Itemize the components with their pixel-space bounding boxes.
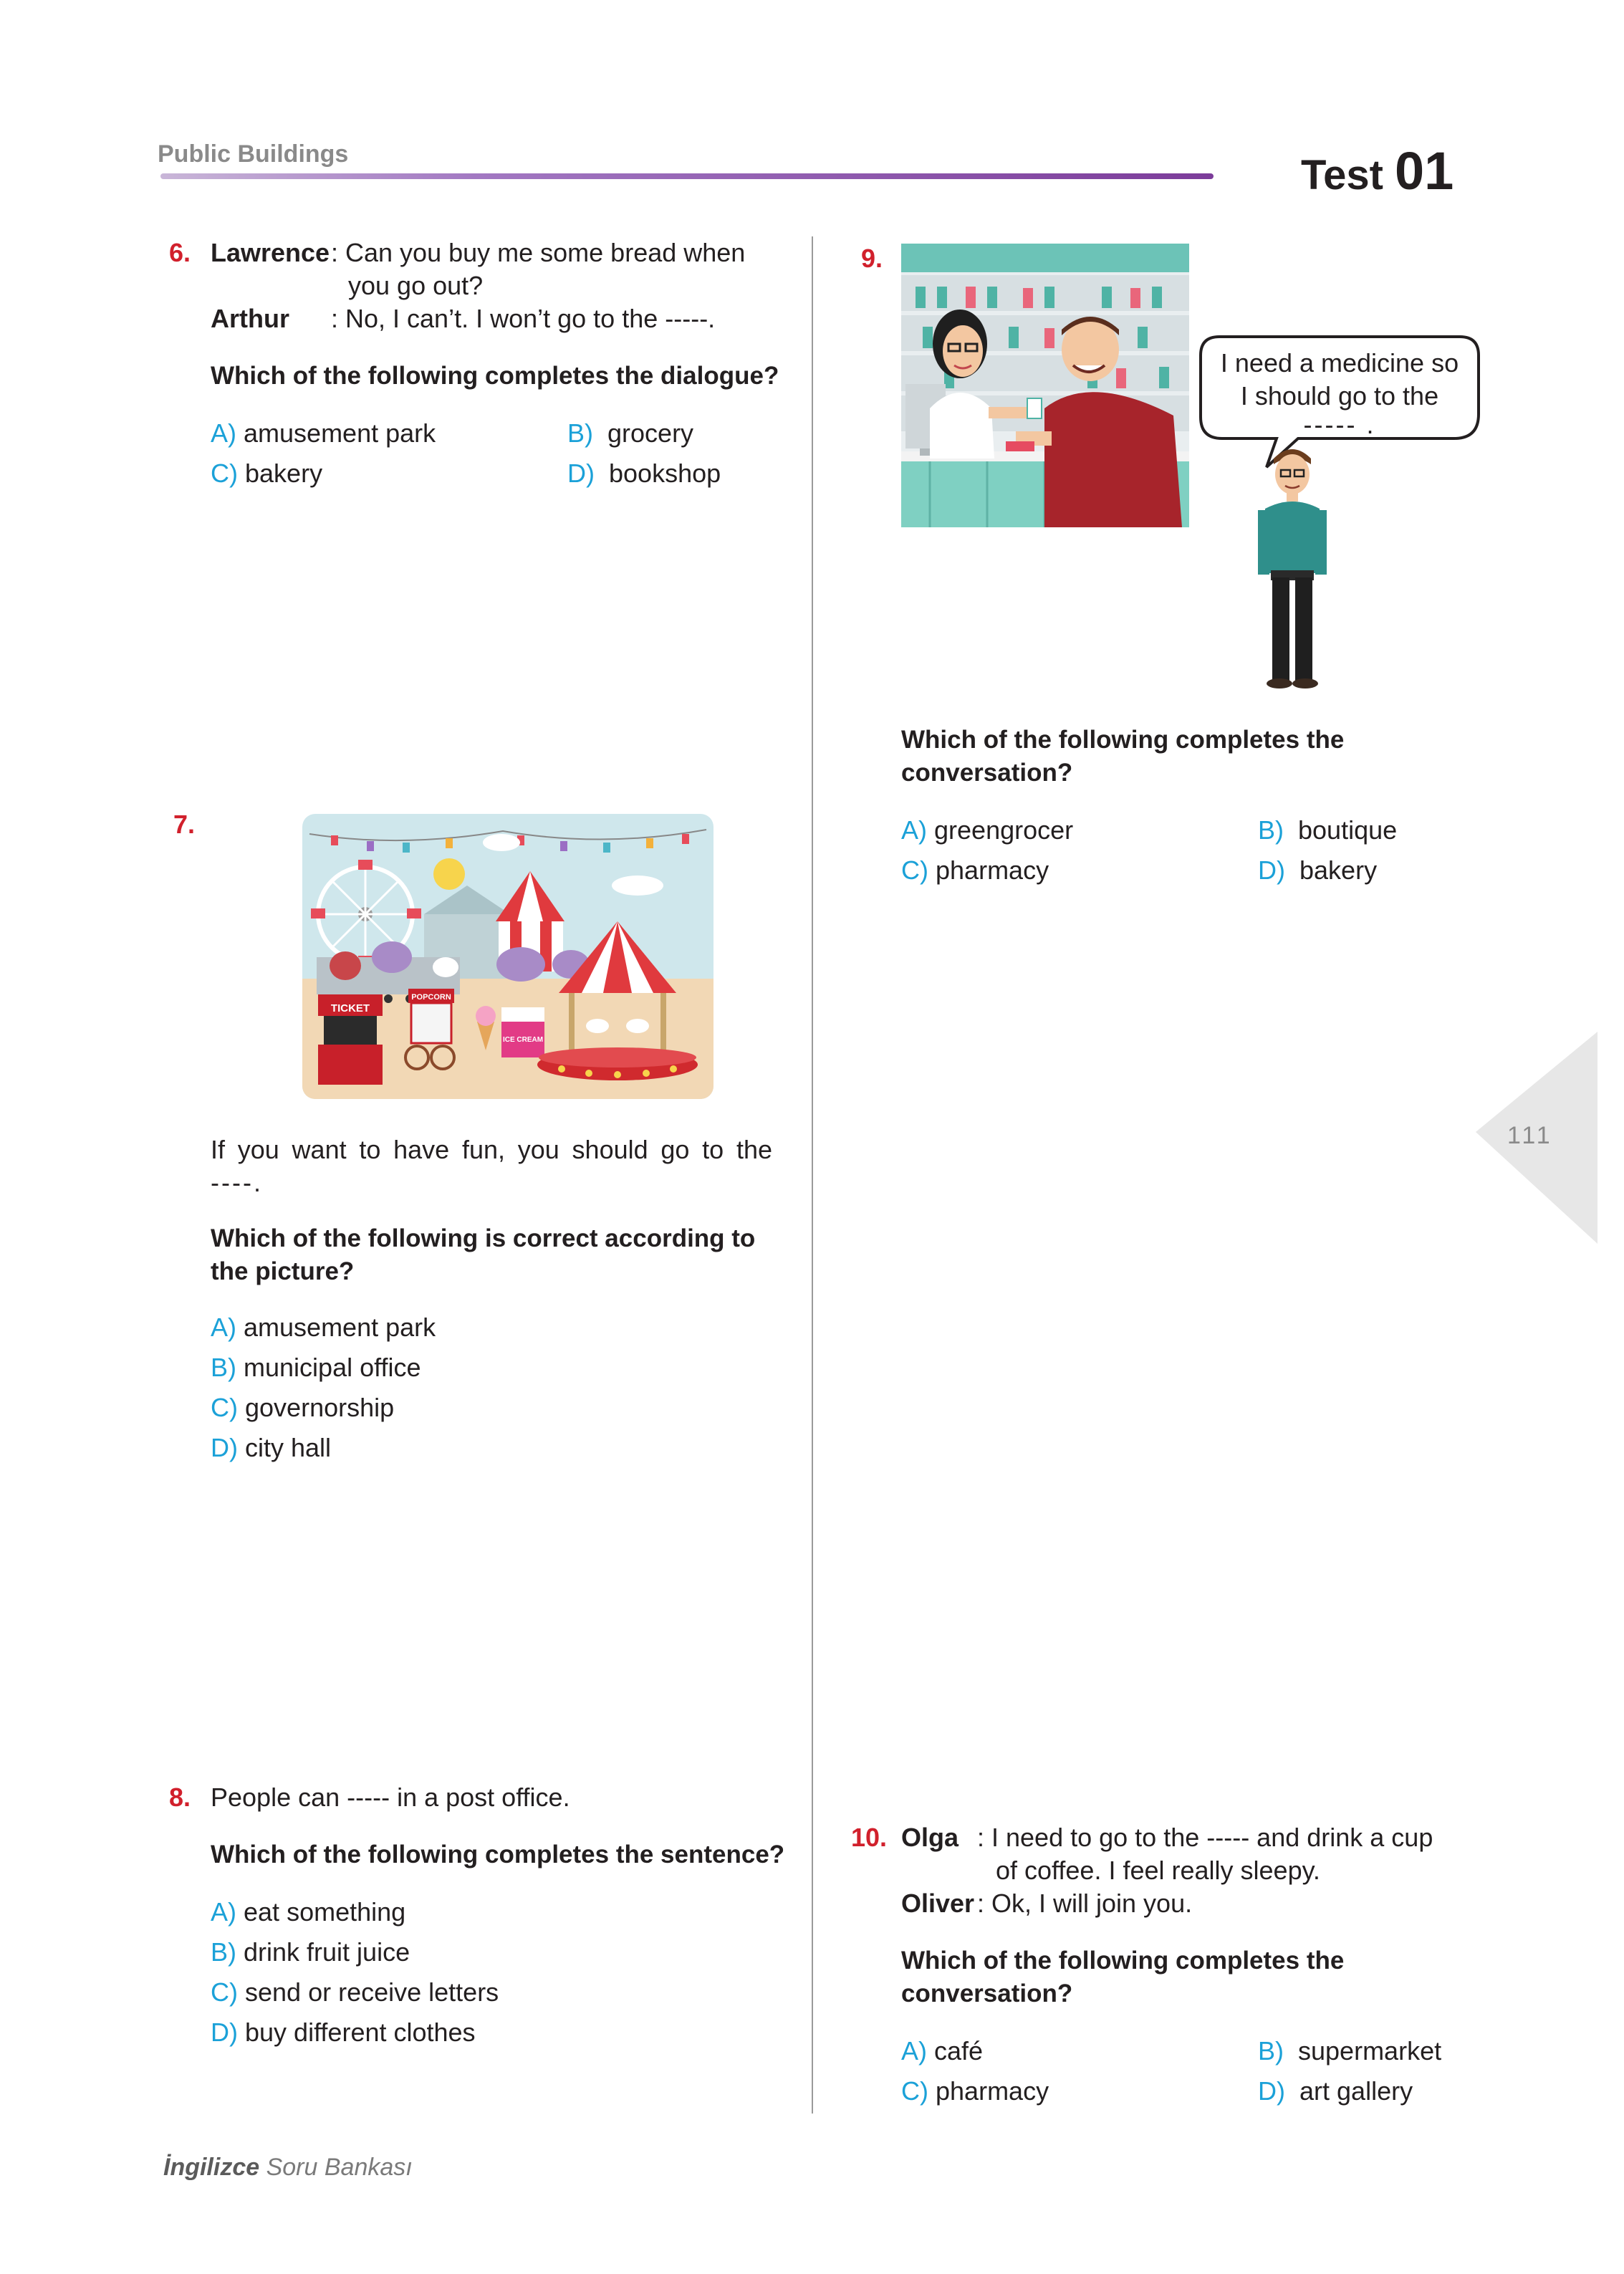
man-figure — [1249, 444, 1335, 692]
q10-line2: : Ok, I will join you. — [977, 1889, 1193, 1918]
q6-option-d[interactable] — [567, 457, 721, 490]
option-letter: D) — [1258, 855, 1285, 885]
option-letter: B) — [211, 1353, 236, 1382]
speech-bubble — [1198, 334, 1481, 448]
q7-number: 7. — [173, 810, 196, 839]
q10-number: 10. — [851, 1823, 888, 1852]
bubble-line1: I need a medicine so — [1220, 348, 1459, 378]
option-text: bookshop — [609, 459, 721, 488]
footer-brand-rest: Soru Bankası — [259, 2154, 413, 2181]
option-letter: A) — [901, 2036, 927, 2066]
footer-brand — [163, 2154, 413, 2182]
q10-speaker2: Oliver — [901, 1889, 975, 1918]
q7-stem: If you want to have fun, you should go to the — [211, 1135, 772, 1164]
q6-line2: : No, I can’t. I won’t go to the -----. — [331, 304, 716, 333]
ice-cream-sign: ICE CREAM — [502, 1036, 544, 1044]
option-text: grocery — [607, 418, 694, 448]
q8-option-d[interactable] — [211, 2016, 476, 2049]
option-letter: D) — [211, 1433, 238, 1462]
option-text: café — [934, 2036, 984, 2066]
q6-question: Which of the following completes the dialogue? — [211, 362, 779, 390]
q6-option-c[interactable] — [211, 457, 322, 490]
option-letter: B) — [1258, 2036, 1284, 2066]
q8-number: 8. — [169, 1783, 191, 1812]
q10-question-line1: Which of the following completes the — [901, 1947, 1345, 1975]
q8-question: Which of the following completes the sentence? — [211, 1841, 785, 1868]
q8-stem: People can ----- in a post office. — [211, 1783, 570, 1812]
option-text: drink fruit juice — [244, 1937, 410, 1967]
q7-option-d[interactable] — [211, 1431, 331, 1464]
q6-speaker2: Arthur — [211, 304, 289, 333]
q10-option-a[interactable] — [901, 2035, 983, 2068]
q8-option-a[interactable] — [211, 1896, 405, 1929]
option-letter: C) — [211, 1393, 238, 1422]
q10-option-b[interactable] — [1258, 2035, 1441, 2068]
option-letter: B) — [567, 418, 593, 448]
q7-question-line2: the picture? — [211, 1257, 355, 1285]
popcorn-sign: POPCORN — [411, 993, 451, 1002]
option-text: boutique — [1298, 815, 1398, 845]
footer-brand-bold: İngilizce — [163, 2154, 260, 2181]
q8-option-c[interactable] — [211, 1976, 499, 2009]
q6-number: 6. — [169, 238, 191, 267]
q9-option-c[interactable] — [901, 854, 1049, 887]
standing-man-illustration — [1249, 444, 1335, 692]
q7-stem-blank: ----. — [211, 1168, 263, 1197]
q10-option-c[interactable] — [901, 2075, 1049, 2108]
q7-option-a[interactable] — [211, 1311, 436, 1344]
section-title: Public Buildings — [158, 140, 349, 168]
option-text: pharmacy — [936, 855, 1049, 885]
q9-option-d[interactable] — [1258, 854, 1377, 887]
q9-number: 9. — [861, 244, 883, 273]
column-divider — [812, 236, 813, 2114]
option-text: art gallery — [1299, 2076, 1413, 2106]
option-text: supermarket — [1298, 2036, 1442, 2066]
option-text: greengrocer — [934, 815, 1074, 845]
option-text: buy different clothes — [245, 2018, 476, 2047]
q6-line1a: : Can you buy me some bread when — [331, 238, 746, 267]
header-bar — [160, 173, 1214, 179]
option-letter: A) — [211, 1897, 236, 1927]
q10-option-d[interactable] — [1258, 2075, 1413, 2108]
option-letter: B) — [1258, 815, 1284, 845]
q9-question-line2: conversation? — [901, 759, 1073, 787]
test-number: 01 — [1394, 141, 1454, 201]
q6-line1b: you go out? — [348, 271, 484, 300]
option-text: amusement park — [244, 1313, 436, 1342]
q10-speaker1: Olga — [901, 1823, 959, 1852]
q10-question-line2: conversation? — [901, 1980, 1073, 2007]
option-letter: D) — [567, 459, 595, 488]
test-label — [1301, 140, 1454, 201]
option-text: eat something — [244, 1897, 406, 1927]
option-text: amusement park — [244, 418, 436, 448]
q9-option-b[interactable] — [1258, 814, 1397, 847]
option-text: city hall — [245, 1433, 332, 1462]
option-letter: A) — [211, 1313, 236, 1342]
q7-question-line1: Which of the following is correct according to — [211, 1224, 756, 1252]
q10-line1b: of coffee. I feel really sleepy. — [996, 1856, 1320, 1885]
option-letter: A) — [901, 815, 927, 845]
option-text: bakery — [1299, 855, 1378, 885]
option-text: pharmacy — [936, 2076, 1049, 2106]
bubble-line2: I should go to the — [1240, 381, 1439, 411]
option-text: governorship — [245, 1393, 395, 1422]
amusement-park-illustration — [302, 814, 713, 1099]
option-letter: B) — [211, 1937, 236, 1967]
option-text: bakery — [245, 459, 323, 488]
option-letter: C) — [211, 459, 238, 488]
q10-line1a: : I need to go to the ----- and drink a cup — [977, 1823, 1433, 1852]
bubble-line3: ----- . — [1303, 410, 1376, 439]
ticket-sign: TICKET — [330, 1002, 370, 1014]
test-word: Test — [1301, 152, 1383, 198]
q6-option-a[interactable] — [211, 417, 436, 450]
option-letter: D) — [1258, 2076, 1285, 2106]
q8-option-b[interactable] — [211, 1936, 410, 1969]
q9-question-line1: Which of the following completes the — [901, 726, 1345, 754]
q7-option-b[interactable] — [211, 1351, 421, 1384]
q7-option-c[interactable] — [211, 1391, 394, 1424]
option-text: municipal office — [244, 1353, 421, 1382]
option-letter: C) — [901, 2076, 928, 2106]
option-letter: C) — [211, 1977, 238, 2007]
option-letter: D) — [211, 2018, 238, 2047]
option-letter: C) — [901, 855, 928, 885]
pharmacy-scene — [901, 244, 1189, 527]
fair-scene — [302, 814, 713, 1099]
q6-speaker1: Lawrence — [211, 238, 330, 267]
q9-option-a[interactable] — [901, 814, 1073, 847]
option-text: send or receive letters — [245, 1977, 499, 2007]
pharmacy-illustration — [901, 244, 1189, 527]
page-number: 111 — [1507, 1122, 1553, 1149]
q6-option-b[interactable] — [567, 417, 693, 450]
option-letter: A) — [211, 418, 236, 448]
